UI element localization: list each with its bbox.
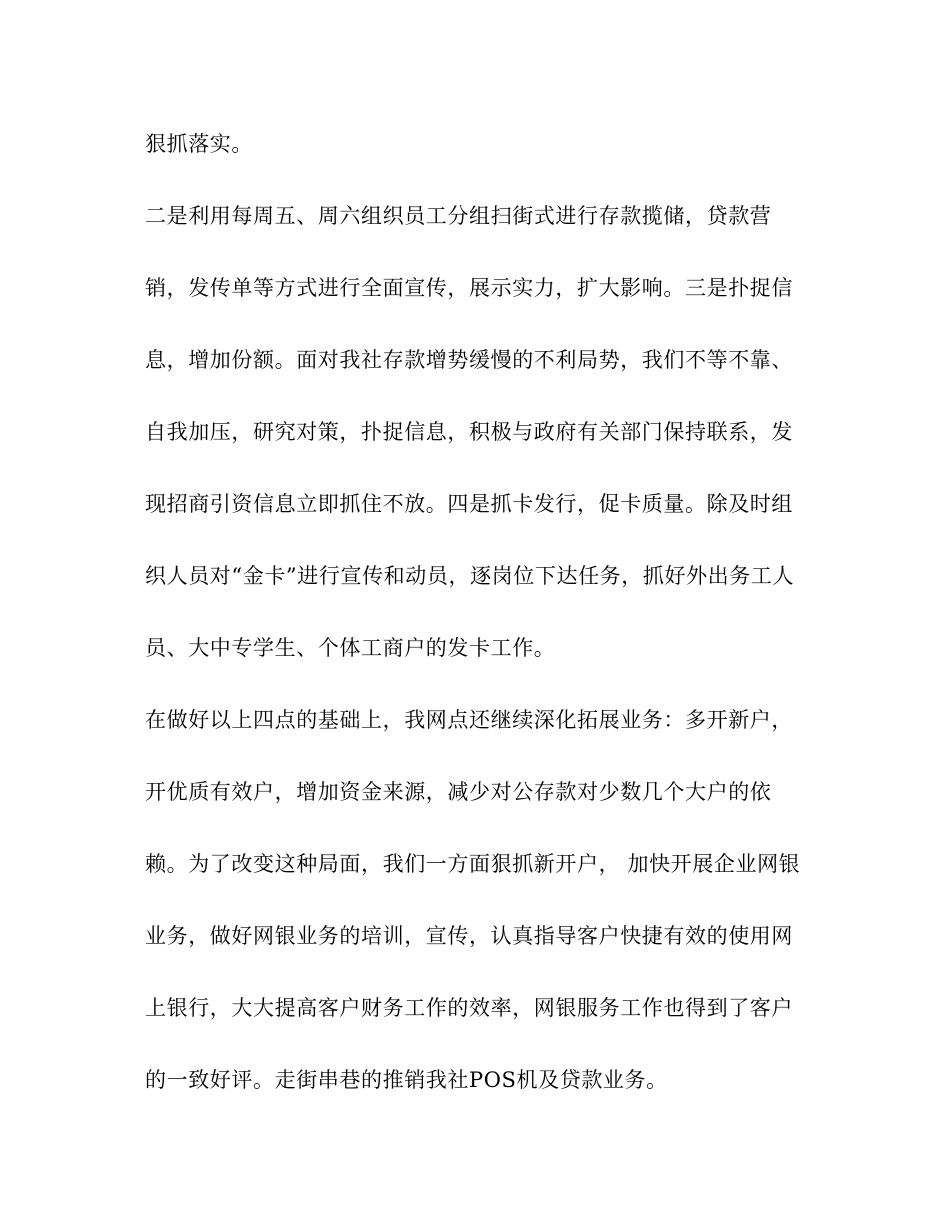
text-line-3: 销，发传单等方式进行全面宣传，展示实力，扩大影响。三是扑捉信 [145, 276, 793, 300]
text-line-14: 的一致好评。走街串巷的推销我社POS机及贷款业务。 [145, 1068, 668, 1092]
text-line-7: 织人员对“金卡”进行宣传和动员，逐岗位下达任务，抓好外出务工人 [145, 564, 795, 588]
text-line-5: 自我加压，研究对策，扑捉信息，积极与政府有关部门保持联系，发 [145, 420, 793, 444]
text-line-10: 开优质有效户，增加资金来源，减少对公存款对少数几个大户的依 [145, 780, 772, 804]
text-line-1: 狠抓落实。 [145, 132, 253, 156]
text-line-4: 息，增加份额。面对我社存款增势缓慢的不利局势，我们不等不靠、 [145, 348, 793, 372]
text-line-13: 上银行，大大提高客户财务工作的效率，网银服务工作也得到了客户 [145, 996, 793, 1020]
text-line-9: 在做好以上四点的基础上，我网点还继续深化拓展业务：多开新户， [145, 708, 793, 732]
text-line-11: 赖。为了改变这种局面，我们一方面狠抓新开户， 加快开展企业网银 [145, 852, 801, 876]
text-line-2: 二是利用每周五、周六组织员工分组扫街式进行存款揽储，贷款营 [145, 204, 772, 228]
text-line-6: 现招商引资信息立即抓住不放。四是抓卡发行，促卡质量。除及时组 [145, 492, 793, 516]
text-line-8: 员、大中专学生、个体工商户的发卡工作。 [145, 636, 556, 660]
text-line-12: 业务，做好网银业务的培训，宣传，认真指导客户快捷有效的使用网 [145, 924, 793, 948]
